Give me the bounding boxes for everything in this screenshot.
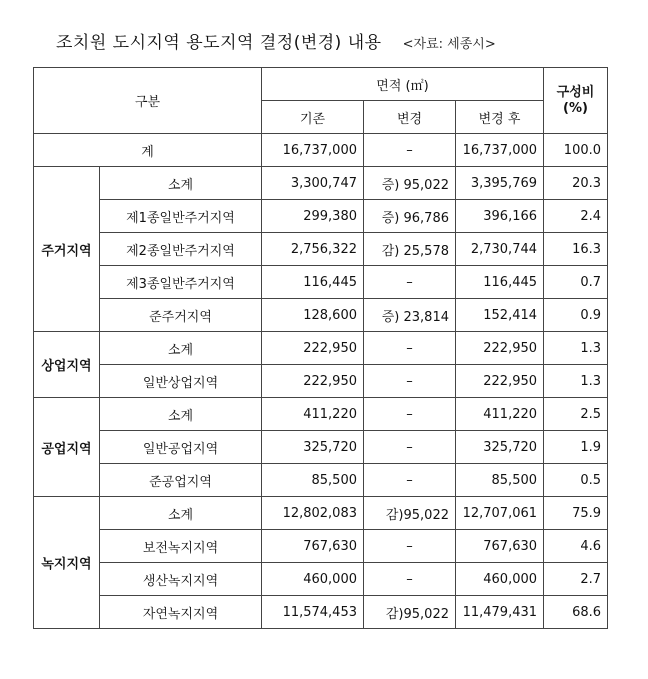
- row-ratio: 75.9: [544, 497, 608, 530]
- row-label: 제2종일반주거지역: [100, 233, 262, 266]
- row-label: 소계: [100, 167, 262, 200]
- row-change: 증) 95,022: [364, 167, 456, 200]
- row-label: 소계: [100, 332, 262, 365]
- group-name: 공업지역: [34, 398, 100, 497]
- row-before: 11,574,453: [262, 596, 364, 629]
- source-note: <자료: 세종시>: [402, 37, 496, 52]
- row-change: –: [364, 563, 456, 596]
- row-after: 222,950: [456, 365, 544, 398]
- row-after: 85,500: [456, 464, 544, 497]
- row-ratio: 1.9: [544, 431, 608, 464]
- header-ratio: 구성비 (%): [544, 68, 608, 134]
- table-row: [34, 431, 608, 464]
- header-before: 기존: [262, 101, 364, 134]
- row-label: 소계: [100, 398, 262, 431]
- total-ratio: 100.0: [544, 134, 608, 167]
- row-ratio: 0.9: [544, 299, 608, 332]
- row-after: 325,720: [456, 431, 544, 464]
- row-change: –: [364, 530, 456, 563]
- row-after: 11,479,431: [456, 596, 544, 629]
- table-body: [34, 134, 608, 629]
- total-label: 계: [34, 134, 262, 167]
- row-label: 일반상업지역: [100, 365, 262, 398]
- table-row: [34, 365, 608, 398]
- row-before: 2,756,322: [262, 233, 364, 266]
- row-label: 준공업지역: [100, 464, 262, 497]
- table-row: [34, 497, 608, 530]
- header-after: 변경 후: [456, 101, 544, 134]
- row-before: 460,000: [262, 563, 364, 596]
- row-before: 3,300,747: [262, 167, 364, 200]
- row-before: 128,600: [262, 299, 364, 332]
- page-title: 조치원 도시지역 용도지역 결정(변경) 내용: [56, 33, 382, 53]
- row-after: 3,395,769: [456, 167, 544, 200]
- row-ratio: 1.3: [544, 365, 608, 398]
- header-change: 변경: [364, 101, 456, 134]
- row-label: 일반공업지역: [100, 431, 262, 464]
- row-after: 2,730,744: [456, 233, 544, 266]
- row-label: 소계: [100, 497, 262, 530]
- header-category: 구분: [34, 68, 262, 134]
- row-before: 325,720: [262, 431, 364, 464]
- group-name: 녹지지역: [34, 497, 100, 629]
- table-row: [34, 464, 608, 497]
- row-before: 116,445: [262, 266, 364, 299]
- row-after: 12,707,061: [456, 497, 544, 530]
- table-row: [34, 596, 608, 629]
- row-change: –: [364, 332, 456, 365]
- table-row: [34, 299, 608, 332]
- table-header: [34, 68, 608, 134]
- row-after: 767,630: [456, 530, 544, 563]
- title-row: [56, 28, 496, 53]
- table-row: [34, 200, 608, 233]
- row-ratio: 2.5: [544, 398, 608, 431]
- row-label: 제3종일반주거지역: [100, 266, 262, 299]
- row-change: 감)95,022: [364, 497, 456, 530]
- row-ratio: 4.6: [544, 530, 608, 563]
- row-ratio: 68.6: [544, 596, 608, 629]
- table-row: [34, 332, 608, 365]
- row-before: 222,950: [262, 365, 364, 398]
- table-row: [34, 167, 608, 200]
- row-after: 116,445: [456, 266, 544, 299]
- row-before: 222,950: [262, 332, 364, 365]
- total-before: 16,737,000: [262, 134, 364, 167]
- row-ratio: 0.5: [544, 464, 608, 497]
- table-row: [34, 530, 608, 563]
- row-label: 제1종일반주거지역: [100, 200, 262, 233]
- row-ratio: 20.3: [544, 167, 608, 200]
- table-row: [34, 266, 608, 299]
- row-change: –: [364, 266, 456, 299]
- land-use-table: [33, 67, 608, 629]
- row-before: 85,500: [262, 464, 364, 497]
- row-after: 411,220: [456, 398, 544, 431]
- row-label: 보전녹지지역: [100, 530, 262, 563]
- row-ratio: 16.3: [544, 233, 608, 266]
- table-row: [34, 563, 608, 596]
- table-row: [34, 398, 608, 431]
- row-change: –: [364, 398, 456, 431]
- row-before: 411,220: [262, 398, 364, 431]
- row-change: –: [364, 365, 456, 398]
- total-change: –: [364, 134, 456, 167]
- header-area: 면적 (㎡): [262, 68, 544, 101]
- group-name: 주거지역: [34, 167, 100, 332]
- row-before: 12,802,083: [262, 497, 364, 530]
- row-after: 396,166: [456, 200, 544, 233]
- row-ratio: 0.7: [544, 266, 608, 299]
- row-before: 299,380: [262, 200, 364, 233]
- table-row: [34, 233, 608, 266]
- group-name: 상업지역: [34, 332, 100, 398]
- row-change: 증) 96,786: [364, 200, 456, 233]
- row-ratio: 1.3: [544, 332, 608, 365]
- row-change: –: [364, 431, 456, 464]
- row-ratio: 2.4: [544, 200, 608, 233]
- row-label: 준주거지역: [100, 299, 262, 332]
- total-row: [34, 134, 608, 167]
- row-change: 감)95,022: [364, 596, 456, 629]
- row-after: 152,414: [456, 299, 544, 332]
- row-before: 767,630: [262, 530, 364, 563]
- total-after: 16,737,000: [456, 134, 544, 167]
- row-label: 생산녹지지역: [100, 563, 262, 596]
- row-change: 감) 25,578: [364, 233, 456, 266]
- row-change: 증) 23,814: [364, 299, 456, 332]
- row-after: 460,000: [456, 563, 544, 596]
- row-change: –: [364, 464, 456, 497]
- row-label: 자연녹지지역: [100, 596, 262, 629]
- row-ratio: 2.7: [544, 563, 608, 596]
- row-after: 222,950: [456, 332, 544, 365]
